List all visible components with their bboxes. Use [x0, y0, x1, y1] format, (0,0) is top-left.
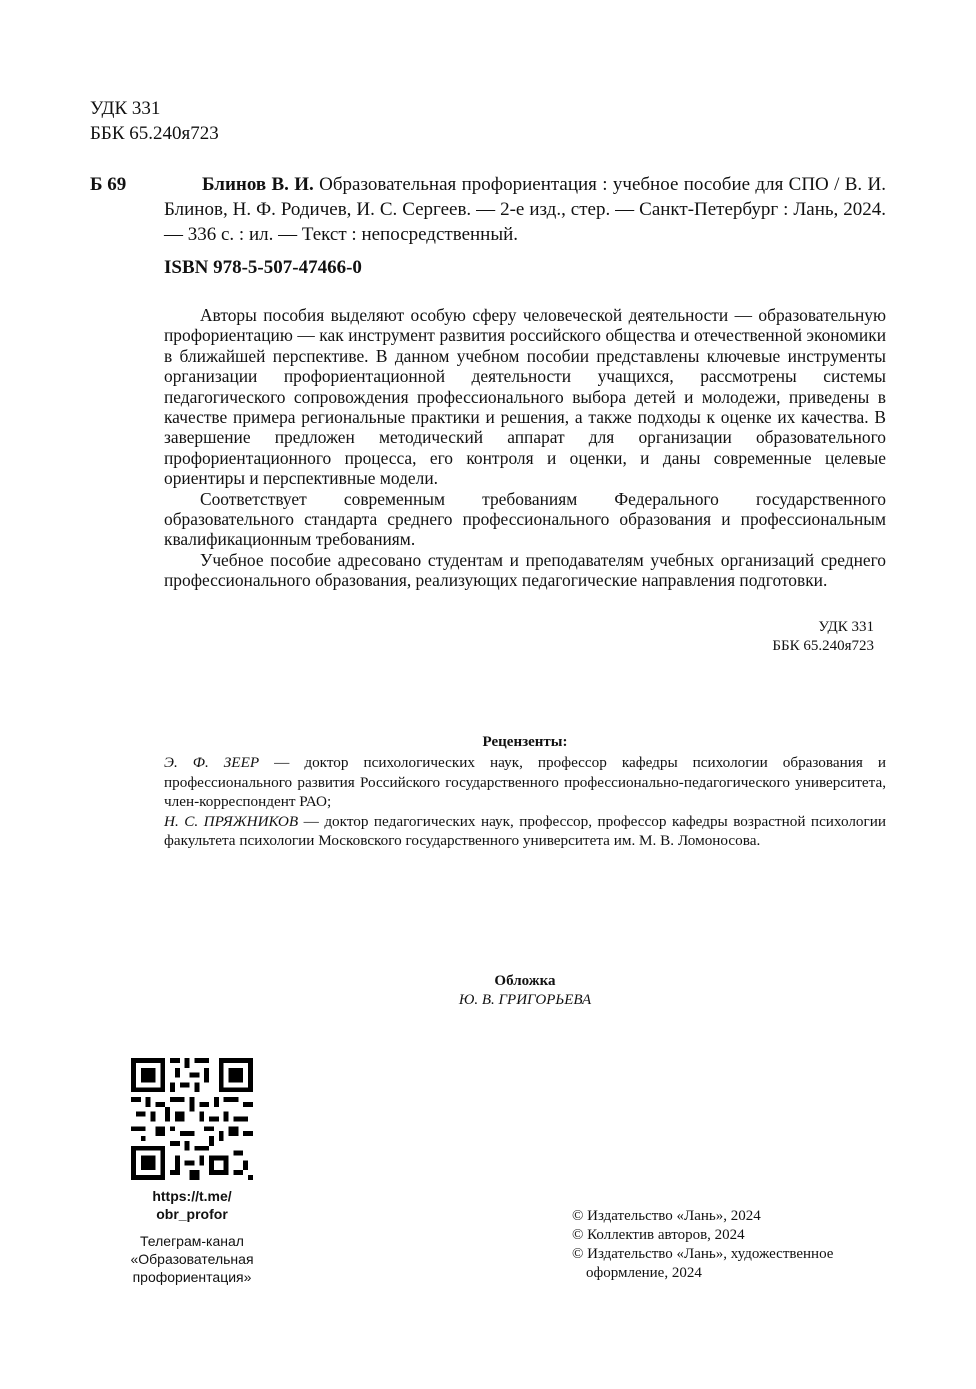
classification-right	[700, 618, 874, 656]
author-name: Блинов В. И.	[202, 174, 314, 195]
reviewer-entry	[164, 812, 886, 851]
reviewer-description: — доктор педагогических наук, профессор, профессор кафедры возрастной психологии факультета психологии Московского государственного университета им. М. В. Ломоносова.	[164, 812, 886, 849]
reviewers-title: Рецензенты:	[482, 734, 568, 750]
abstract-paragraph: Учебное пособие адресовано студентам и преподавателям учебных организаций среднего профессионального образования, реализующих педагогические направления подготовки.	[164, 549, 886, 591]
qr-link-line: https://t.me/	[152, 1188, 232, 1204]
author-code: Б 69	[90, 174, 127, 195]
qr-caption	[100, 1232, 284, 1286]
qr-link[interactable]	[112, 1187, 272, 1223]
bibliographic-description: Образовательная профориентация : учебное пособие для СПО / В. И. Блинов, Н. Ф. Родичев, И. С. Сергеев. — 2-е изд., стер. — Санкт-Петербург : Лань, 2024. — 336 с. : ил. — Текст : непосредственный.	[164, 174, 887, 245]
reviewer-name: Н. С. ПРЯЖНИКОВ	[164, 812, 299, 830]
qr-caption-line: «Образовательная	[130, 1251, 254, 1267]
abstract	[164, 305, 886, 591]
qr-caption-line: Телеграм-канал	[140, 1233, 244, 1249]
qr-link-line: obr_profor	[156, 1206, 228, 1222]
top-udk: УДК 331	[90, 98, 161, 119]
abstract-paragraph: Соответствует современным требованиям Федерального государственного образовательного стандарта среднего профессионального образования и профессиональным квалификационным требованиям.	[164, 488, 886, 550]
bibliographic-entry	[164, 172, 886, 247]
top-bbk: ББК 65.240я723	[90, 123, 219, 144]
cover-credit	[164, 972, 886, 1010]
copyright-line: © Издательство «Лань», художественное оформление, 2024	[572, 1246, 834, 1281]
qr-code-icon[interactable]	[131, 1058, 253, 1180]
isbn: ISBN 978-5-507-47466-0	[164, 257, 362, 278]
qr-caption-line: профориентация»	[132, 1269, 252, 1285]
cover-label: Обложка	[494, 973, 556, 989]
bbk-right: ББК 65.240я723	[772, 638, 874, 654]
reviewer-description: — доктор психологических наук, профессор кафедры психологии образования и профессионального развития Российского государственного профессионально-педагогического университета, член-корреспондент РАО;	[164, 754, 886, 810]
reviewer-name: Э. Ф. ЗЕЕР	[164, 754, 260, 771]
copyright-line: © Издательство «Лань», 2024	[572, 1208, 761, 1224]
udk-right: УДК 331	[818, 619, 874, 635]
copyright-block	[572, 1207, 902, 1283]
top-classification	[90, 96, 219, 146]
reviewers-list	[164, 753, 886, 851]
copyright-line: © Коллектив авторов, 2024	[572, 1227, 745, 1243]
abstract-paragraph: Авторы пособия выделяют особую сферу человеческой деятельности — образовательную профориентацию — как инструмент развития российского общества и отечественной экономики в ближайшей перспективе. В данном учебном пособии представлены ключевые инструменты организации профориентационной деятельности учащихся, рассмотрены системы педагогического сопровождения профессионального выбора детей и молодежи, приведены в качестве примера региональные практики и решения, а также подходы к оценке их качества. В завершение предложен методический аппарат для организации образовательного профориентационного процесса, его контроля и оценки, и даны современные целевые ориентиры и перспективные модели.	[164, 305, 886, 489]
cover-designer: Ю. В. ГРИГОРЬЕВА	[458, 992, 592, 1008]
reviewer-entry	[164, 753, 886, 812]
